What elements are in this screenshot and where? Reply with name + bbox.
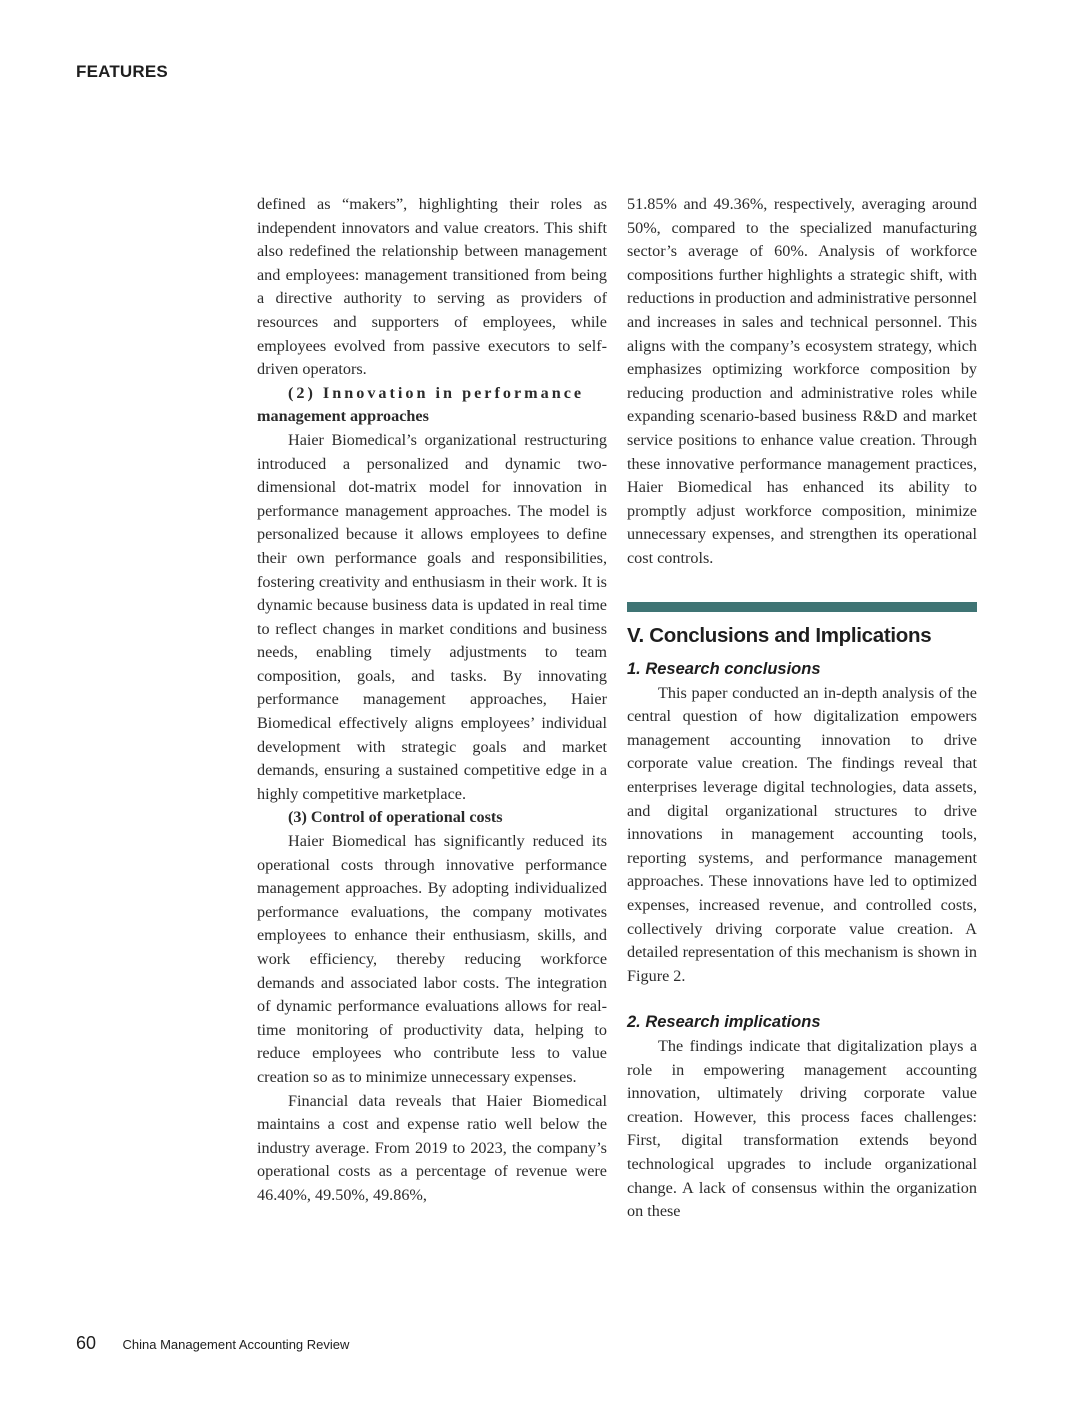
paragraph: Haier Biomedical has significantly reduced its operational costs through innovative performance management approaches. By adopting individualized performance evaluations, the company motivates employees to enhance their enthusiasm, skills, and work efficiency, thereby reducing workforce demands and associated labor costs. The integration of dynamic performance evaluations allows for real-time monitoring of productivity data, helping to reduce employees who contribute less to value creation so as to minimize unnecessary expenses.: [257, 832, 607, 1086]
section-label: FEATURES: [76, 62, 168, 81]
paragraph: The findings indicate that digitalization plays a role in empowering management accounting innovation, ultimately driving corporate value creation. However, this process faces challenges: First, digital transformation extends beyond technological upgrades to include organizational change. A lack of consensus within the organization on these: [627, 1037, 977, 1221]
right-column: [627, 193, 977, 1224]
journal-name: China Management Accounting Review: [122, 1337, 350, 1352]
paragraph: Haier Biomedical’s organizational restructuring introduced a personalized and dynamic two-dimensional dot-matrix model for innovation in performance management approaches. The model is personalized because it allows employees to define their own performance goals and responsibilities, fostering creativity and enthusiasm in their work. It is dynamic because business data is updated in real time to reflect changes in market conditions and business needs, enabling timely adjustments to team composition, goals, and tasks. By innovating performance management approaches, Haier Biomedical effectively aligns employees’ individual development with strategic goals and market demands, ensuring a sustained competitive edge in a highly competitive marketplace.: [257, 430, 607, 803]
page-footer: [76, 1333, 349, 1354]
subheading-3: (3) Control of operational costs: [288, 808, 503, 827]
subheading-2: (2) Innovation in performance: [288, 383, 585, 402]
paragraph: defined as “makers”, highlighting their roles as independent innovators and value creators. This shift also redefined the relationship between management and employees: management transitioned from being a directive authority to serving as providers of resources and supporters of employees, while employees evolved from passive executors to self-driven operators.: [257, 195, 607, 379]
sub-heading-conclusions: 1. Research conclusions: [627, 660, 821, 679]
sub-heading-implications: 2. Research implications: [627, 1013, 821, 1032]
paragraph: Financial data reveals that Haier Biomedical maintains a cost and expense ratio well below the industry average. From 2019 to 2023, the company’s operational costs as a percentage of revenue were 46.40%, 49.50%, 49.86%,: [257, 1091, 607, 1204]
page-number: 60: [76, 1333, 97, 1353]
section-heading: V. Conclusions and Implications: [627, 623, 932, 647]
paragraph: 51.85% and 49.36%, respectively, averaging around 50%, compared to the specialized manufacturing sector’s average of 60%. Analysis of workforce compositions further highlights a strategic shift, with reductions in production and administrative personnel and increases in sales and technical personnel. This aligns with the company’s ecosystem strategy, which emphasizes optimizing workforce composition by reducing production and administrative roles while expanding scenario-based business R&D and market service positions to enhance value creation. Through these innovative performance management practices, Haier Biomedical has enhanced its ability to promptly adjust workforce composition, minimize unnecessary expenses, and strengthen its operational cost controls.: [627, 195, 977, 567]
subheading-2-continued: management approaches: [257, 407, 429, 426]
left-column: [257, 193, 607, 1208]
section-divider: [627, 602, 977, 612]
paragraph: This paper conducted an in-depth analysis of the central question of how digitalization empowers management accounting innovation to drive corporate value creation. The findings reveal that enterprises leverage digital technologies, data assets, and digital organizational structures to drive innovations in management accounting tools, reporting systems, and performance management approaches. These innovations have led to optimized expenses, increased revenue, and controlled costs, collectively driving corporate value creation. A detailed representation of this mechanism is shown in Figure 2.: [627, 683, 977, 985]
